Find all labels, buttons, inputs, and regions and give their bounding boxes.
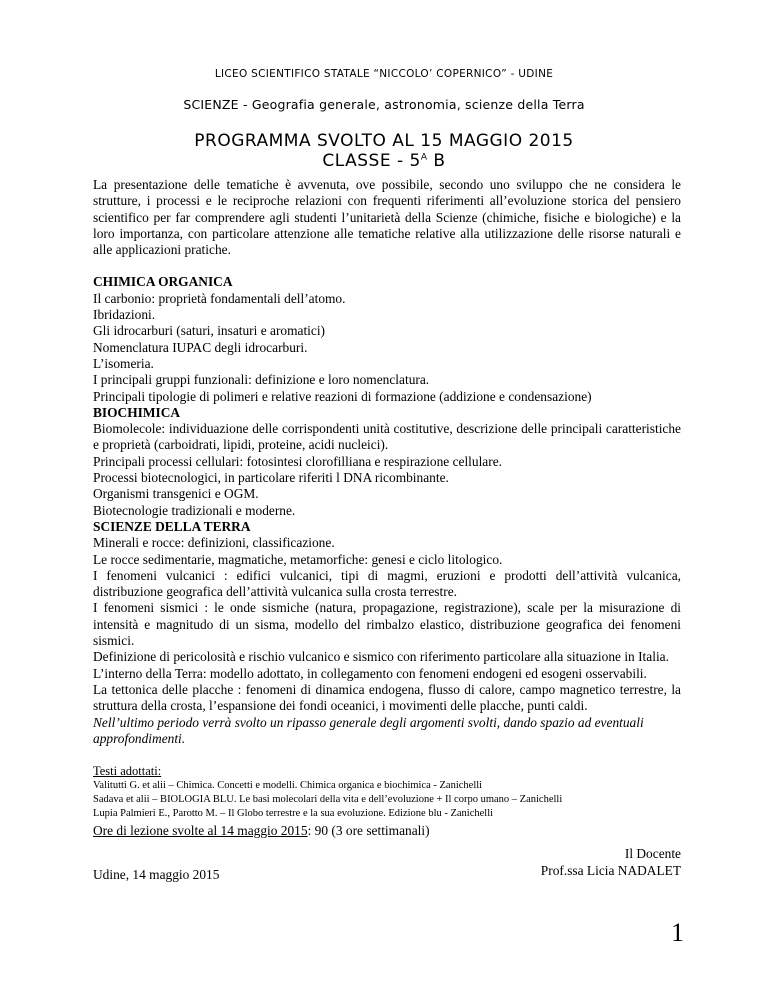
- adopted-texts: [93, 763, 681, 839]
- closing-note: Nell’ultimo periodo verrà svolto un ripasso generale degli argomenti svolti, dando spazio ad eventuali approfondimenti.: [93, 714, 644, 746]
- topic-line: I principali gruppi funzionali: definizione e loro nomenclatura.: [93, 372, 430, 388]
- section-chimica-organica: [93, 274, 681, 404]
- topic-line: Minerali e rocce: definizioni, classificazione.: [93, 535, 335, 551]
- section-heading: SCIENZE DELLA TERRA: [93, 518, 251, 534]
- topic-line: Gli idrocarburi (saturi, insaturi e aromatici): [93, 323, 326, 339]
- lesson-hours: [93, 823, 681, 839]
- text-item: Lupia Palmieri E., Parotto M. – Il Globo terrestre e la sua evoluzione. Edizione blu - Zanichelli: [93, 808, 494, 820]
- class-superscript: A: [420, 152, 428, 163]
- class-prefix: CLASSE - 5: [322, 151, 421, 171]
- section-heading: CHIMICA ORGANICA: [93, 274, 233, 290]
- school-name: LICEO SCIENTIFICO STATALE “NICCOLO’ COPERNICO” - UDINE: [214, 68, 554, 80]
- class-title: [0, 151, 768, 171]
- intro-paragraph: La presentazione delle tematiche è avvenuta, ove possibile, secondo uno sviluppo che ne considera le strutture, i processi e le reciproche relazioni con frequenti riferimenti all’evoluzione storica del pensiero scientifico per far comprendere agli studenti l’unitarietà della Scienze (chimiche, fisiche e biologiche) e la loro importanza, con particolare attenzione alle tematiche relative alla utilizzazione delle risorse naturali e alle applicazioni pratiche.: [93, 177, 681, 258]
- hours-label: Ore di lezione svolte al 14 maggio 2015: [93, 823, 308, 839]
- program-title: PROGRAMMA SVOLTO AL 15 MAGGIO 2015: [194, 131, 574, 151]
- topic-line: Principali tipologie di polimeri e relative reazioni di formazione (addizione e condensazione): [93, 388, 592, 404]
- text-item: Valitutti G. et alii – Chimica. Concetti e modelli. Chimica organica e biochimica - Zanichelli: [93, 780, 483, 792]
- topic-line: Principali processi cellulari: fotosintesi clorofilliana e respirazione cellulare.: [93, 453, 503, 469]
- topic-line: L’isomeria.: [93, 355, 154, 371]
- document-body: [93, 177, 681, 884]
- topic-line: Organismi transgenici e OGM.: [93, 486, 259, 502]
- topic-line: Biotecnologie tradizionali e moderne.: [93, 502, 296, 518]
- page-number: 1: [671, 918, 684, 947]
- signature-block: [93, 845, 681, 879]
- texts-label: Testi adottati:: [93, 764, 162, 779]
- topic-line: Processi biotecnologici, in particolare riferiti l DNA ricombinante.: [93, 470, 449, 486]
- topic-line: La tettonica delle placche : fenomeni di dinamica endogena, flusso di calore, campo magnetico terrestre, la struttura della crosta, l’espansione dei fondi oceanici, i movimenti delle placche, punti caldi.: [93, 681, 681, 714]
- topic-line: I fenomeni sismici : le onde sismiche (natura, propagazione, registrazione), scale per la misurazione di intensità e magnitudo di un sisma, modello del rimbalzo elastico, distribuzione geografica dei fenomeni sismici.: [93, 600, 681, 649]
- topic-line: Definizione di pericolosità e rischio vulcanico e sismico con riferimento particolare alla situazione in Italia.: [93, 649, 669, 665]
- section-heading: BIOCHIMICA: [93, 404, 181, 420]
- section-scienze-della-terra: [93, 519, 681, 715]
- subject-title: SCIENZE - Geografia generale, astronomia, scienze della Terra: [183, 97, 585, 112]
- topic-line: L’interno della Terra: modello adottato, in collegamento con fenomeni endogeni ed esogeni osservabili.: [93, 665, 647, 681]
- topic-line: Nomenclatura IUPAC degli idrocarburi.: [93, 339, 308, 355]
- signature-role: Il Docente: [624, 846, 681, 861]
- topic-line: Le rocce sedimentarie, magmatiche, metamorfiche: genesi e ciclo litologico.: [93, 551, 503, 567]
- text-item: Sadava et alii – BIOLOGIA BLU. Le basi molecolari della vita e dell’evoluzione + Il corpo umano – Zanichelli: [93, 794, 563, 806]
- class-suffix: B: [427, 151, 446, 171]
- section-biochimica: [93, 405, 681, 519]
- signature-name: Prof.ssa Licia NADALET: [540, 863, 681, 878]
- topic-line: I fenomeni vulcanici : edifici vulcanici, tipi di magmi, eruzioni e prodotti dell’attività vulcanica, distribuzione geografica dell’attività vulcanica sulla crosta terrestre.: [93, 567, 681, 600]
- topic-line: Biomolecole: individuazione delle corrispondenti unità costitutive, descrizione delle principali caratteristiche e proprietà (carboidrati, lipidi, proteine, acidi nucleici).: [93, 421, 681, 453]
- place-date: Udine, 14 maggio 2015: [93, 867, 220, 883]
- topic-line: Il carbonio: proprietà fondamentali dell’atomo.: [93, 290, 346, 306]
- hours-value: : 90 (3 ore settimanali): [307, 823, 430, 839]
- topic-line: Ibridazioni.: [93, 307, 156, 323]
